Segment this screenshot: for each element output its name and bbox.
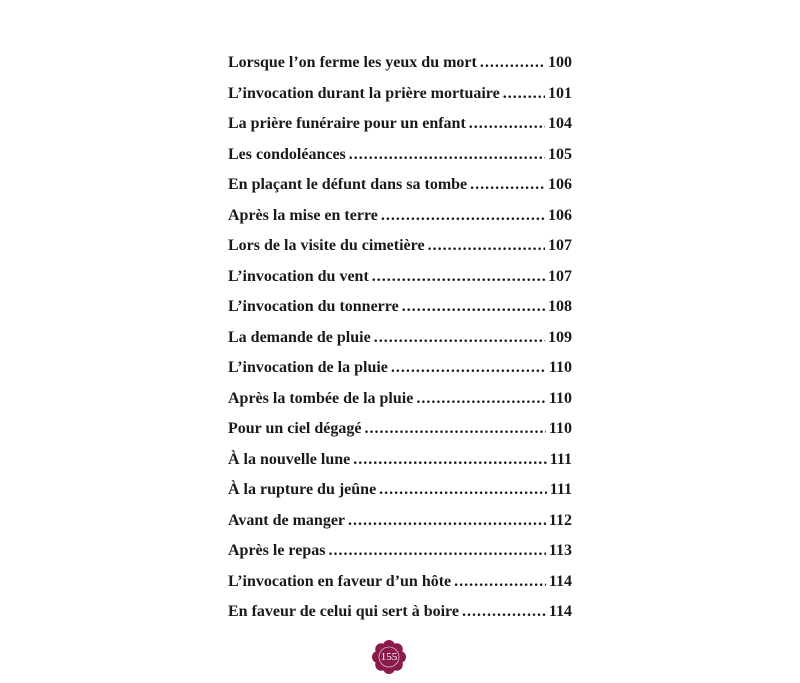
toc-entry-page: 111 — [549, 481, 572, 498]
toc-entry-title: L’invocation durant la prière mortuaire — [228, 84, 500, 102]
toc-entry-title: En plaçant le défunt dans sa tombe — [228, 176, 468, 193]
dot-leader — [470, 176, 545, 194]
toc-entry-page: 101 — [548, 84, 572, 102]
toc-entry-page: 114 — [548, 603, 572, 620]
toc-entry — [228, 268, 572, 299]
toc-entry-page: 110 — [548, 389, 572, 407]
toc-entry — [228, 573, 572, 604]
toc-entry-page: 112 — [548, 511, 572, 529]
toc-entry-title: L’invocation du tonnerre — [228, 298, 399, 315]
dot-leader — [381, 207, 545, 225]
toc-entry — [228, 146, 572, 177]
toc-entry-title: La prière funéraire pour un enfant — [228, 115, 466, 132]
toc-entry — [228, 85, 572, 116]
dot-leader — [428, 237, 545, 255]
toc-entry-page: 100 — [548, 54, 572, 71]
toc-entry-title: Avant de manger — [228, 511, 346, 529]
toc-entry-title: Après le repas — [228, 542, 326, 559]
dot-leader — [402, 298, 545, 316]
dot-leader — [469, 115, 545, 133]
toc-entry-title: Pour un ciel dégagé — [228, 420, 362, 437]
toc-entry — [228, 329, 572, 360]
toc-entry — [228, 542, 572, 573]
dot-leader — [416, 390, 546, 408]
toc-entry-title: Lorsque l’on ferme les yeux du mort — [228, 54, 477, 71]
toc-entry — [228, 420, 572, 451]
toc-entry-title: Après la tombée de la pluie — [228, 389, 414, 407]
toc-entry-title: Après la mise en terre — [228, 206, 378, 224]
table-of-contents — [228, 54, 572, 634]
toc-entry — [228, 390, 572, 421]
toc-entry-page: 110 — [548, 420, 572, 437]
toc-entry-page: 106 — [548, 206, 572, 224]
page-number: 155 — [380, 651, 398, 663]
toc-entry-page: 107 — [548, 267, 572, 285]
toc-entry — [228, 115, 572, 146]
toc-entry-page: 111 — [549, 450, 572, 468]
dot-leader — [480, 54, 545, 72]
dot-leader — [364, 420, 545, 438]
toc-entry — [228, 237, 572, 268]
toc-entry — [228, 54, 572, 85]
toc-entry-title: L’invocation du vent — [228, 267, 369, 285]
dot-leader — [454, 573, 546, 591]
toc-entry-title: À la rupture du jeûne — [228, 481, 377, 498]
dot-leader — [462, 603, 546, 621]
toc-entry-page: 110 — [548, 359, 572, 376]
toc-entry — [228, 176, 572, 207]
toc-entry — [228, 359, 572, 390]
dot-leader — [348, 512, 546, 530]
dot-leader — [391, 359, 546, 377]
dot-leader — [349, 146, 545, 164]
toc-entry-page: 105 — [548, 145, 572, 163]
toc-entry-page: 109 — [548, 328, 572, 346]
toc-entry — [228, 451, 572, 482]
dot-leader — [374, 329, 545, 347]
toc-entry — [228, 603, 572, 634]
dot-leader — [503, 85, 545, 103]
toc-entry — [228, 512, 572, 543]
toc-entry-title: La demande de pluie — [228, 328, 371, 346]
toc-entry-title: À la nouvelle lune — [228, 450, 351, 468]
dot-leader — [353, 451, 547, 469]
toc-entry-page: 106 — [548, 176, 572, 193]
toc-entry-page: 114 — [548, 572, 572, 590]
toc-entry — [228, 207, 572, 238]
toc-entry-page: 108 — [548, 298, 572, 315]
toc-entry-title: L’invocation de la pluie — [228, 359, 388, 376]
dot-leader — [372, 268, 545, 286]
toc-entry-title: En faveur de celui qui sert à boire — [228, 603, 459, 620]
page-number-badge — [372, 640, 406, 674]
toc-entry-title: Lors de la visite du cimetière — [228, 237, 425, 254]
toc-entry — [228, 298, 572, 329]
toc-entry-title: Les condoléances — [228, 145, 346, 163]
dot-leader — [379, 481, 547, 499]
toc-entry-title: L’invocation en faveur d’un hôte — [228, 572, 452, 590]
toc-entry-page: 113 — [548, 542, 572, 559]
dot-leader — [328, 542, 545, 560]
toc-entry-page: 107 — [548, 237, 572, 254]
toc-entry — [228, 481, 572, 512]
toc-entry-page: 104 — [548, 115, 572, 132]
